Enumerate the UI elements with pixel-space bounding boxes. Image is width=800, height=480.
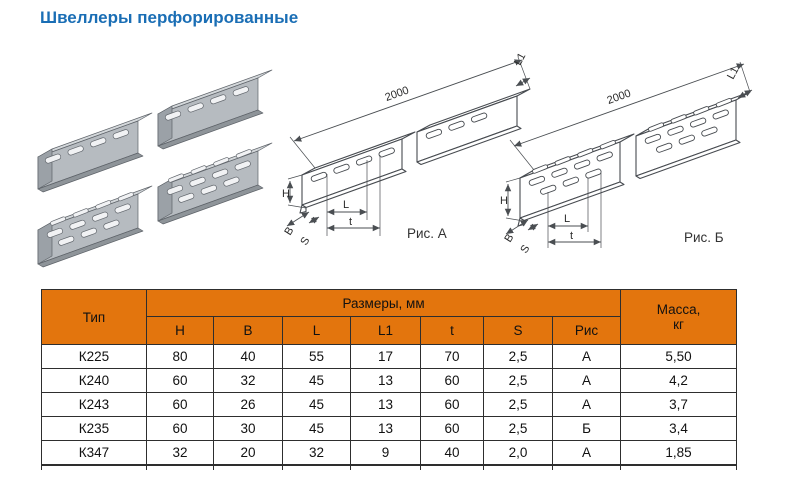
cell-t: 40 (421, 441, 484, 466)
table-row-stub (42, 465, 737, 470)
cell-s: 2,5 (484, 393, 553, 417)
fig-b-dim-l: L (564, 213, 571, 225)
cell-fig: А (553, 369, 621, 393)
cell-b: 26 (214, 393, 283, 417)
header-col-l: L (283, 317, 351, 345)
cell-l: 32 (283, 441, 351, 466)
header-col-h: H (147, 317, 214, 345)
fig-a-caption: Рис. А (407, 226, 447, 241)
cell-t: 60 (421, 369, 484, 393)
cell-b: 30 (214, 417, 283, 441)
cell-l1: 13 (351, 417, 421, 441)
header-col-l1: L1 (351, 317, 421, 345)
cell-b: 40 (214, 345, 283, 369)
header-mass (621, 290, 737, 345)
header-col-s: S (484, 317, 553, 345)
cell-h: 60 (147, 417, 214, 441)
cell-l: 45 (283, 369, 351, 393)
fig-a-length-label: 2000 (383, 84, 411, 104)
table-row (42, 441, 737, 466)
cell-type: К243 (42, 393, 147, 417)
cell-l: 45 (283, 417, 351, 441)
cell-s: 2,0 (484, 441, 553, 466)
cell-h: 32 (147, 441, 214, 466)
fig-a-dim-l: L (343, 199, 350, 211)
cell-mass: 5,50 (621, 345, 737, 369)
cell-s: 2,5 (484, 345, 553, 369)
cell-mass: 3,4 (621, 417, 737, 441)
fig-a-dim-b: В (282, 225, 297, 238)
cell-mass: 3,7 (621, 393, 737, 417)
fig-a-dim-s: S (298, 235, 313, 248)
fig-b-caption: Рис. Б (684, 230, 724, 245)
cell-type: К235 (42, 417, 147, 441)
cell-fig: А (553, 441, 621, 466)
cell-h: 80 (147, 345, 214, 369)
cell-type: К225 (42, 345, 147, 369)
table-row (42, 417, 737, 441)
cell-l: 55 (283, 345, 351, 369)
cell-s: 2,5 (484, 417, 553, 441)
fig-b-length-label: 2000 (605, 87, 633, 107)
cell-l1: 9 (351, 441, 421, 466)
header-sizes: Размеры, мм (147, 290, 621, 317)
table-row (42, 393, 737, 417)
fig-b-dim-h: H (500, 195, 508, 207)
fig-b-dim-s: S (518, 243, 533, 256)
table-row (42, 369, 737, 393)
cell-fig: А (553, 345, 621, 369)
cell-h: 60 (147, 369, 214, 393)
channel-piece (158, 143, 272, 224)
fig-a-dim-l1: L1 (512, 50, 529, 68)
figure-a-drawing (282, 40, 534, 250)
header-col-b: B (214, 317, 283, 345)
fig-a-dim-t: t (349, 216, 353, 228)
table-row (42, 345, 737, 369)
cell-l1: 13 (351, 369, 421, 393)
cell-l1: 13 (351, 393, 421, 417)
cell-fig: А (553, 393, 621, 417)
channel-piece (158, 70, 272, 149)
channel-piece (38, 113, 152, 192)
cell-h: 60 (147, 393, 214, 417)
cell-b: 20 (214, 441, 283, 466)
spec-table (41, 289, 737, 470)
fig-b-dim-t: t (570, 230, 574, 242)
channel-piece (38, 186, 152, 267)
channel-photo-illustration (20, 46, 282, 278)
cell-t: 60 (421, 417, 484, 441)
fig-a-dim-h: H (282, 188, 290, 200)
figure-b-drawing (500, 40, 798, 260)
cell-fig: Б (553, 417, 621, 441)
cell-l1: 17 (351, 345, 421, 369)
fig-b-dim-b: В (502, 232, 517, 245)
cell-b: 32 (214, 369, 283, 393)
header-mass-line1: Масса, (656, 302, 701, 317)
header-type: Тип (42, 290, 147, 345)
cell-type: К240 (42, 369, 147, 393)
cell-type: К347 (42, 441, 147, 466)
cell-t: 70 (421, 345, 484, 369)
page-title: Швеллеры перфорированные (40, 8, 299, 27)
fig-b-dim-l1: L1 (725, 64, 742, 82)
cell-t: 60 (421, 393, 484, 417)
cell-l: 45 (283, 393, 351, 417)
header-col-t: t (421, 317, 484, 345)
header-mass-line2: кг (673, 317, 684, 332)
cell-mass: 4,2 (621, 369, 737, 393)
cell-mass: 1,85 (621, 441, 737, 466)
cell-s: 2,5 (484, 369, 553, 393)
header-col-fig: Рис (553, 317, 621, 345)
